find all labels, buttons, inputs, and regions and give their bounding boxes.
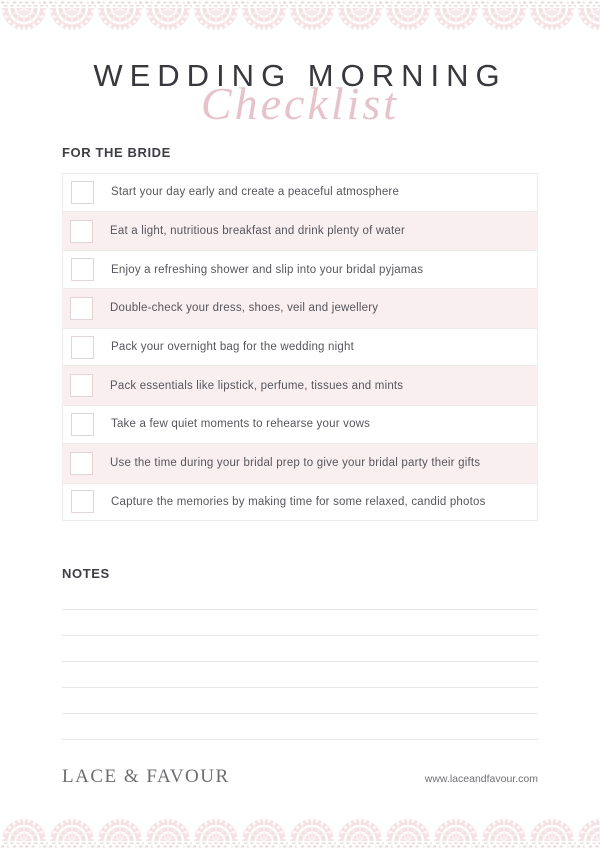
note-line — [62, 584, 538, 610]
checkbox[interactable] — [70, 452, 93, 475]
checklist-item-label: Start your day early and create a peaceful atmosphere — [111, 186, 400, 199]
checkbox[interactable] — [71, 336, 94, 359]
checklist-row — [62, 212, 538, 251]
lace-border-top — [0, 0, 600, 34]
checklist-row — [62, 328, 538, 367]
brand-logo: LACE & FAVOUR — [62, 766, 230, 787]
checkbox[interactable] — [70, 220, 93, 243]
checklist-row — [62, 250, 538, 289]
checklist-item-label: Pack your overnight bag for the wedding night — [111, 341, 354, 354]
checkbox[interactable] — [71, 490, 94, 513]
note-line — [62, 610, 538, 636]
checklist — [62, 173, 538, 521]
section-heading-for-the-bride: FOR THE BRIDE — [62, 145, 171, 160]
checklist-item-label: Double-check your dress, shoes, veil and jewellery — [110, 302, 379, 315]
note-line — [62, 636, 538, 662]
checkbox[interactable] — [71, 258, 94, 281]
checklist-row — [62, 173, 538, 212]
checklist-item-label: Pack essentials like lipstick, perfume, tissues and mints — [110, 379, 404, 392]
note-line — [62, 688, 538, 714]
checkbox[interactable] — [70, 297, 93, 320]
checklist-row — [62, 444, 538, 483]
website-link[interactable]: www.laceandfavour.com — [424, 773, 538, 785]
checkbox[interactable] — [70, 374, 93, 397]
checklist-item-label: Eat a light, nutritious breakfast and drink plenty of water — [110, 225, 405, 238]
lace-border-bottom — [0, 815, 600, 849]
page-subtitle-script: Checklist — [200, 78, 400, 129]
checklist-row — [62, 289, 538, 328]
main-content — [62, 145, 538, 740]
checklist-row — [62, 366, 538, 405]
notes-area — [62, 584, 538, 740]
note-line — [62, 714, 538, 740]
checkbox[interactable] — [71, 413, 94, 436]
checklist-item-label: Enjoy a refreshing shower and slip into your bridal pyjamas — [111, 263, 424, 276]
checkbox[interactable] — [71, 181, 94, 204]
checklist-row — [62, 483, 538, 522]
footer — [62, 766, 538, 788]
checklist-row — [62, 405, 538, 444]
note-line — [62, 662, 538, 688]
checklist-item-label: Use the time during your bridal prep to give your bridal party their gifts — [110, 457, 481, 470]
section-heading-notes: NOTES — [62, 566, 110, 582]
checklist-item-label: Capture the memories by making time for some relaxed, candid photos — [111, 495, 486, 508]
page-title: WEDDING MORNING — [93, 58, 507, 93]
checklist-item-label: Take a few quiet moments to rehearse your vows — [111, 418, 371, 431]
